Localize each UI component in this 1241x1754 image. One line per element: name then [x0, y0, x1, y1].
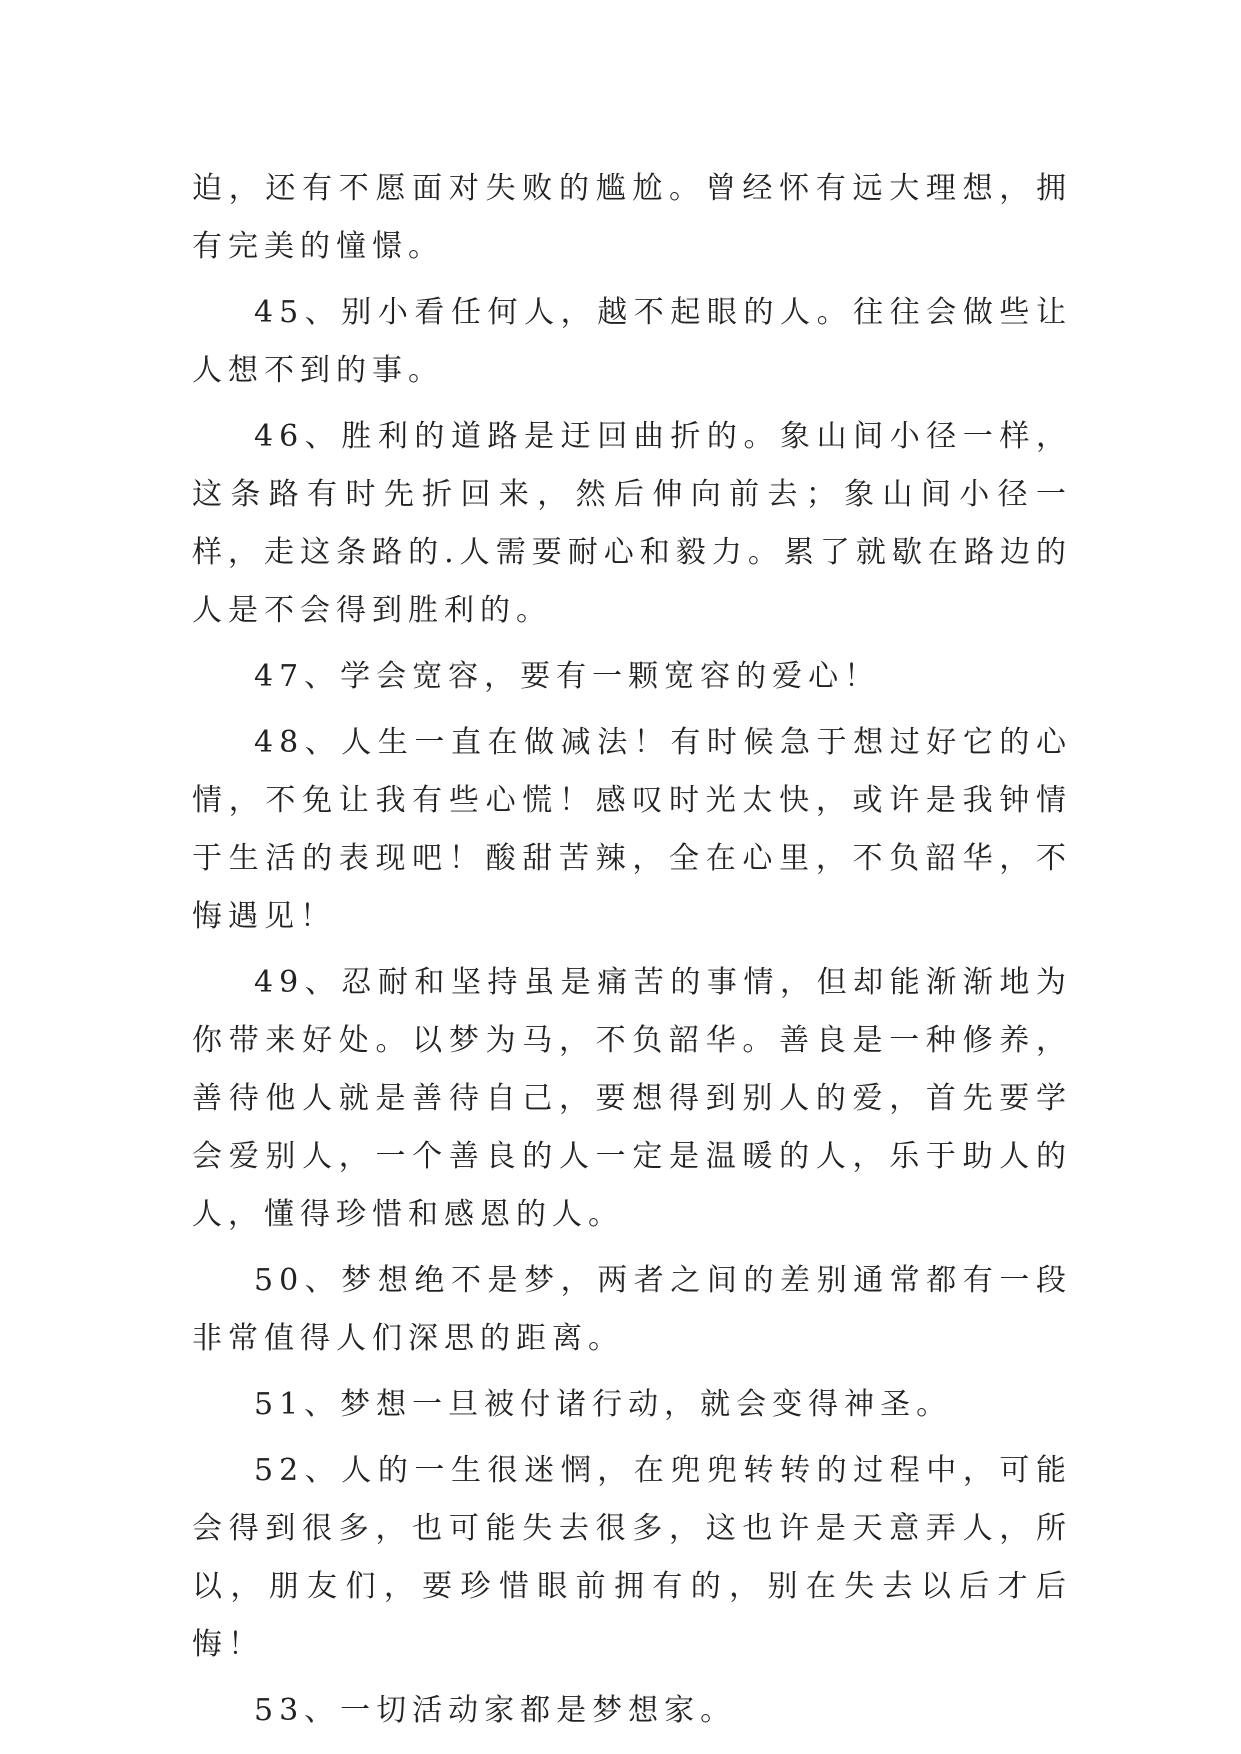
- paragraph-52: 52、人的一生很迷惘，在兜兜转转的过程中，可能会得到很多，也可能失去很多，这也许是天意弄人，所以，朋友们，要珍惜眼前拥有的，别在失去以后才后悔！: [192, 1453, 1072, 1662]
- paragraph-50: 50、梦想绝不是梦，两者之间的差别通常都有一段非常值得人们深思的距离。: [192, 1263, 1072, 1356]
- document-body: [192, 160, 1072, 1748]
- paragraph-51: 51、梦想一旦被付诸行动，就会变得神圣。: [254, 1387, 953, 1422]
- paragraph-49: 49、忍耐和坚持虽是痛苦的事情，但却能渐渐地为你带来好处。以梦为马，不负韶华。善良是一种修养，善待他人就是善待自己，要想得到别人的爱，首先要学会爱别人，一个善良的人一定是温暖的人，乐于助人的人，懂得珍惜和感恩的人。: [192, 965, 1072, 1232]
- paragraph-45: 45、别小看任何人，越不起眼的人。往往会做些让人想不到的事。: [192, 295, 1072, 388]
- paragraph-continuation: 迫，还有不愿面对失败的尴尬。曾经怀有远大理想，拥有完美的憧憬。: [192, 171, 1072, 264]
- paragraph-47: 47、学会宽容，要有一颗宽容的爱心！: [254, 659, 881, 694]
- paragraph-53: 53、一切活动家都是梦想家。: [254, 1693, 737, 1728]
- paragraph-46: 46、胜利的道路是迂回曲折的。象山间小径一样，这条路有时先折回来，然后伸向前去；象山间小径一样，走这条路的.人需要耐心和毅力。累了就歇在路边的人是不会得到胜利的。: [192, 419, 1072, 628]
- paragraph-48: 48、人生一直在做减法！有时候急于想过好它的心情，不免让我有些心慌！感叹时光太快，或许是我钟情于生活的表现吧！酸甜苦辣，全在心里，不负韶华，不悔遇见！: [192, 725, 1072, 934]
